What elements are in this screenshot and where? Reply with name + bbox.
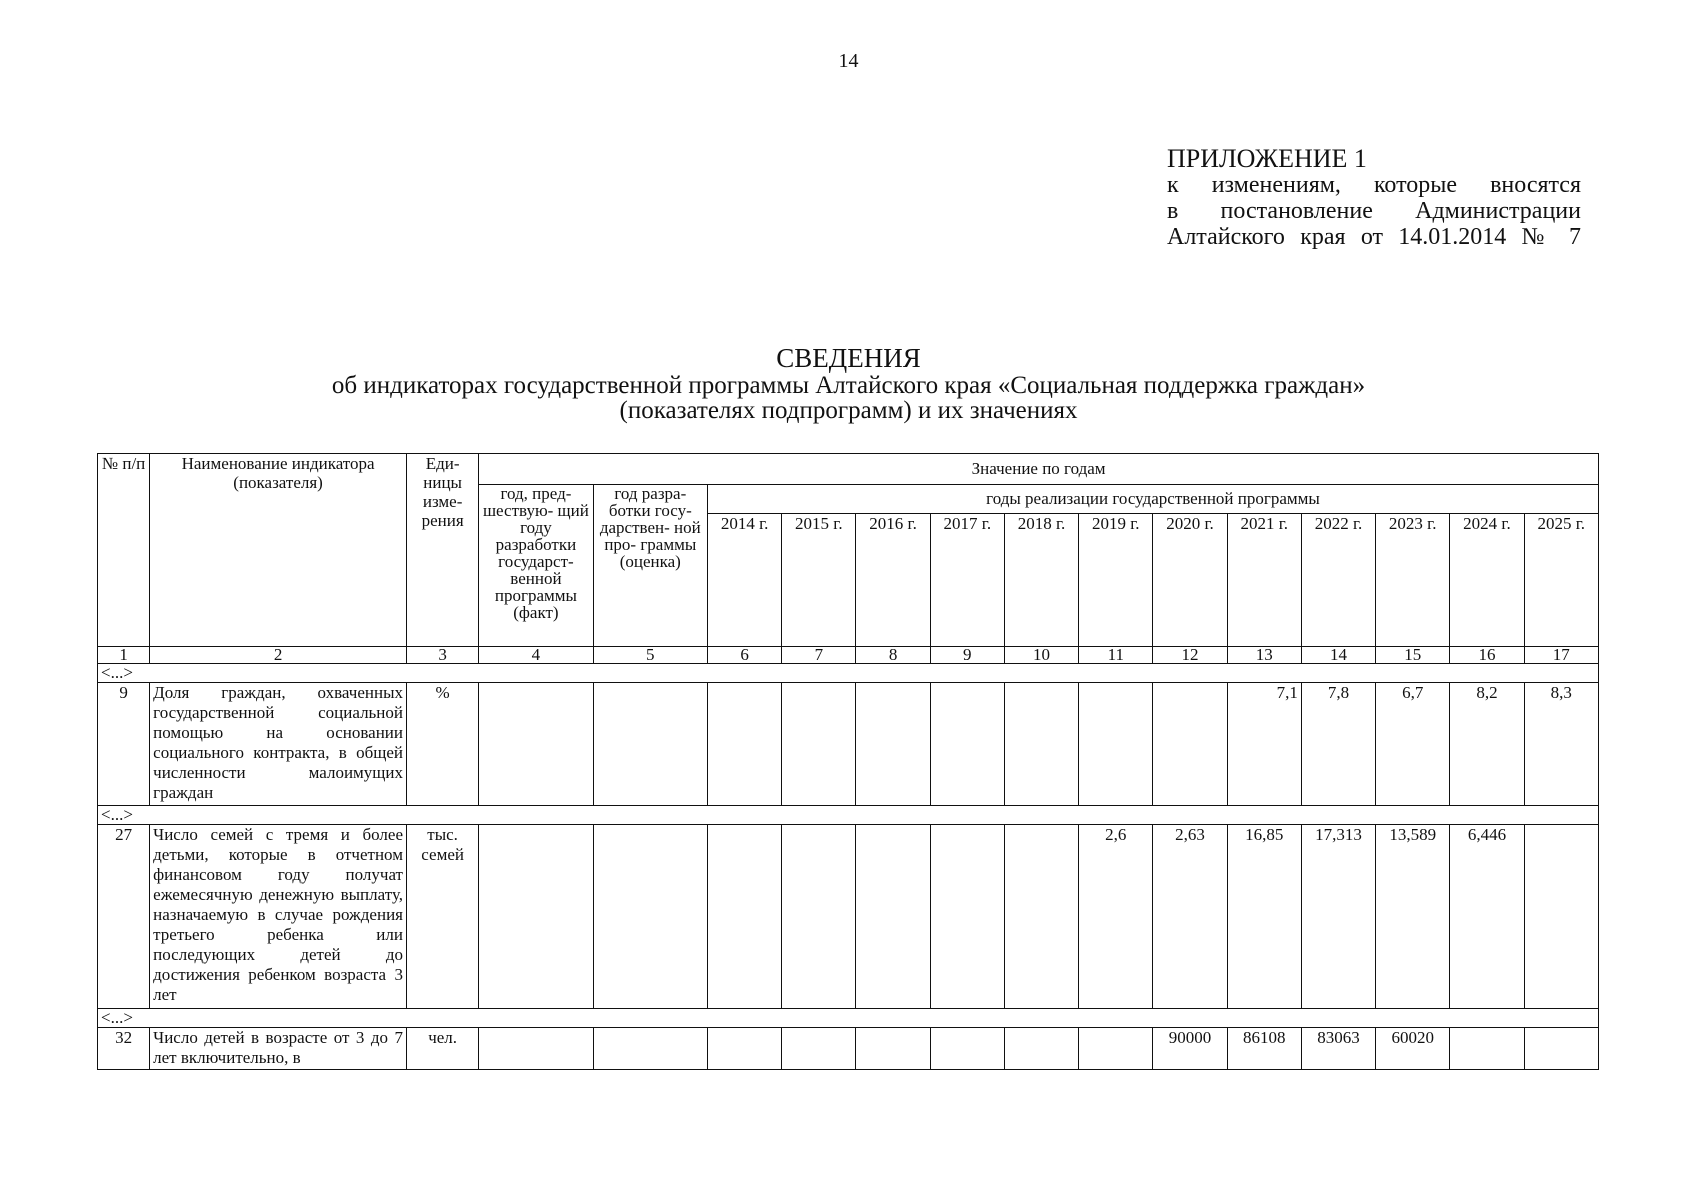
appendix-line-1: к изменениям, которые вносятся <box>1167 172 1581 198</box>
header-year-2022: 2022 г. <box>1301 514 1375 647</box>
header-unit: Еди- ницы изме- рения <box>407 454 479 647</box>
header-year-2015: 2015 г. <box>782 514 856 647</box>
row-value <box>1079 683 1153 806</box>
row-name: Число детей в возрасте от 3 до 7 лет включительно, в <box>150 1028 407 1070</box>
header-year-2025: 2025 г. <box>1524 514 1598 647</box>
ellipsis-text: <...> <box>98 806 1599 825</box>
row-value <box>1524 825 1598 1009</box>
row-value <box>707 683 781 806</box>
header-impl-years: годы реализации государственной программы <box>707 485 1598 514</box>
row-value <box>593 825 707 1009</box>
appendix-line-2: в постановление Администрации <box>1167 198 1581 224</box>
row-value: 83063 <box>1301 1028 1375 1070</box>
row-value <box>479 825 593 1009</box>
header-year-2016: 2016 г. <box>856 514 930 647</box>
column-number: 5 <box>593 647 707 664</box>
header-dev-year: год разра- ботки госу- дарствен- ной про- граммы (оценка) <box>593 485 707 647</box>
column-number: 6 <box>707 647 781 664</box>
row-num: 32 <box>98 1028 150 1070</box>
table-row <box>98 825 1599 1009</box>
header-name: Наименование индикатора (показателя) <box>150 454 407 647</box>
appendix-title: ПРИЛОЖЕНИЕ 1 <box>1167 144 1367 173</box>
row-value: 86108 <box>1227 1028 1301 1070</box>
row-value: 6,446 <box>1450 825 1524 1009</box>
row-unit: % <box>407 683 479 806</box>
header-year-2024: 2024 г. <box>1450 514 1524 647</box>
heading-line-1: об индикаторах государственной программы Алтайского края «Социальная поддержка граждан» <box>331 372 1366 399</box>
column-number: 16 <box>1450 647 1524 664</box>
column-number: 17 <box>1524 647 1598 664</box>
omitted-rows-marker <box>98 664 1599 683</box>
row-value: 8,2 <box>1450 683 1524 806</box>
column-number: 3 <box>407 647 479 664</box>
row-value: 60020 <box>1376 1028 1450 1070</box>
column-number: 4 <box>479 647 593 664</box>
column-number: 12 <box>1153 647 1227 664</box>
row-value <box>930 683 1004 806</box>
column-number: 1 <box>98 647 150 664</box>
omitted-rows-marker <box>98 1009 1599 1028</box>
omitted-rows-marker <box>98 806 1599 825</box>
header-prev-year: год, пред- шествую- щий году разработки государст- венной программы (факт) <box>479 485 593 647</box>
row-value <box>593 683 707 806</box>
header-year-2018: 2018 г. <box>1004 514 1078 647</box>
column-number: 13 <box>1227 647 1301 664</box>
row-value <box>1079 1028 1153 1070</box>
row-value <box>479 1028 593 1070</box>
indicators-table <box>97 453 1599 1070</box>
heading-line-2: (показателях подпрограмм) и их значениях <box>619 397 1078 424</box>
row-value <box>707 825 781 1009</box>
row-value <box>707 1028 781 1070</box>
table-row <box>98 683 1599 806</box>
row-value: 6,7 <box>1376 683 1450 806</box>
row-value <box>593 1028 707 1070</box>
row-name: Доля граждан, охваченных государственной социальной помощью на основании социального контракта, в общей численности малоимущих граждан <box>150 683 407 806</box>
column-number: 7 <box>782 647 856 664</box>
column-number: 8 <box>856 647 930 664</box>
row-value <box>479 683 593 806</box>
header-year-2017: 2017 г. <box>930 514 1004 647</box>
column-number: 14 <box>1301 647 1375 664</box>
ellipsis-text: <...> <box>98 664 1599 683</box>
row-value <box>1524 1028 1598 1070</box>
column-number: 10 <box>1004 647 1078 664</box>
header-num: № п/п <box>98 454 150 647</box>
row-num: 27 <box>98 825 150 1009</box>
column-numbers-row <box>98 647 1599 664</box>
row-name: Число семей с тремя и более детьми, которые в отчетном финансовом году получат ежемесячную денежную выплату, назначаемую в случае рождения третьего ребенка или последующих детей до достижения ребенком возраста 3 лет <box>150 825 407 1009</box>
row-value: 2,6 <box>1079 825 1153 1009</box>
row-value <box>782 1028 856 1070</box>
row-value <box>856 683 930 806</box>
row-value <box>1004 1028 1078 1070</box>
header-year-2021: 2021 г. <box>1227 514 1301 647</box>
row-value <box>782 683 856 806</box>
header-year-2019: 2019 г. <box>1079 514 1153 647</box>
row-value <box>856 1028 930 1070</box>
row-value <box>1004 825 1078 1009</box>
column-number: 15 <box>1376 647 1450 664</box>
row-value: 7,8 <box>1301 683 1375 806</box>
row-value <box>930 825 1004 1009</box>
row-unit: чел. <box>407 1028 479 1070</box>
row-value <box>856 825 930 1009</box>
row-value <box>1450 1028 1524 1070</box>
row-unit: тыс. семей <box>407 825 479 1009</box>
column-number: 11 <box>1079 647 1153 664</box>
row-num: 9 <box>98 683 150 806</box>
row-value: 17,313 <box>1301 825 1375 1009</box>
row-value: 8,3 <box>1524 683 1598 806</box>
row-value: 90000 <box>1153 1028 1227 1070</box>
row-value: 2,63 <box>1153 825 1227 1009</box>
table-row <box>98 1028 1599 1070</box>
header-year-2023: 2023 г. <box>1376 514 1450 647</box>
row-value: 16,85 <box>1227 825 1301 1009</box>
column-number: 9 <box>930 647 1004 664</box>
row-value: 13,589 <box>1376 825 1450 1009</box>
header-values-by-year: Значение по годам <box>479 454 1599 485</box>
appendix-block <box>1167 146 1581 250</box>
row-value <box>1004 683 1078 806</box>
header-year-2014: 2014 г. <box>707 514 781 647</box>
row-value <box>782 825 856 1009</box>
appendix-line-3: Алтайского края от 14.01.2014 № 7 <box>1167 224 1581 250</box>
document-heading <box>0 343 1697 423</box>
row-value <box>930 1028 1004 1070</box>
row-value: 7,1 <box>1227 683 1301 806</box>
ellipsis-text: <...> <box>98 1009 1599 1028</box>
page-number: 14 <box>838 50 859 72</box>
column-number: 2 <box>150 647 407 664</box>
header-year-2020: 2020 г. <box>1153 514 1227 647</box>
row-value <box>1153 683 1227 806</box>
heading-title: СВЕДЕНИЯ <box>776 343 921 373</box>
